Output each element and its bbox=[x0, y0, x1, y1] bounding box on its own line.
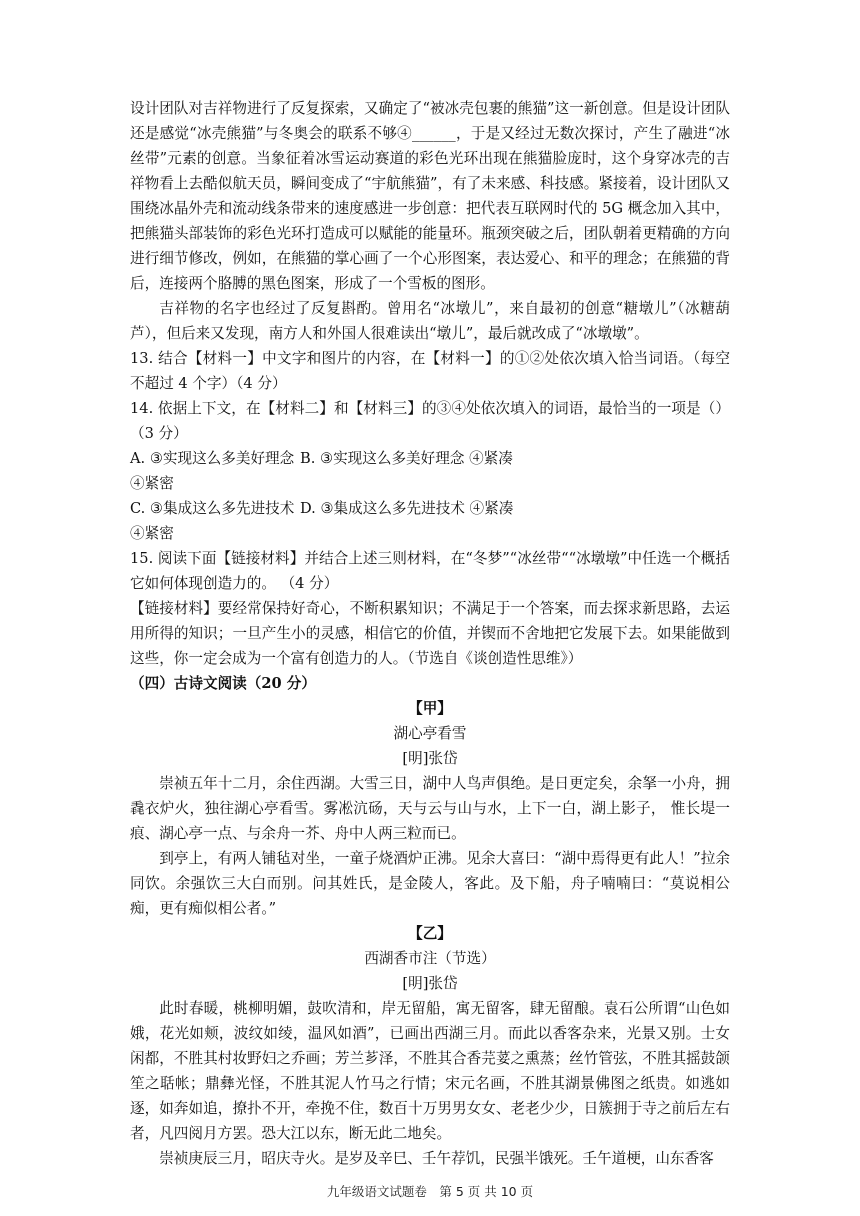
page-footer: 九年级语文试题卷 第 5 页 共 10 页 bbox=[326, 1184, 534, 1199]
material-paragraph: 吉祥物的名字也经过了反复斟酌。曾用名“冰墩儿”，来自最初的创意“糖墩儿”（冰糖葫芦），但后来又发现，南方人和外国人很难读出“墩儿”，最后就改成了“冰墩墩”。 bbox=[130, 300, 730, 342]
text-yi-paragraph: 崇祯庚辰三月，昭庆寺火。是岁及辛巳、壬午荐饥，民强半饿死。壬午道梗，山东香客 bbox=[159, 1150, 714, 1167]
text-jia-paragraph: 崇祯五年十二月，余住西湖。大雪三日，湖中人鸟声俱绝。是日更定矣，余拏一小舟，拥毳衣炉火，独往湖心亭看雪。雾凇沆砀，天与云与山与水，上下一白，湖上影子， 惟长堤一痕、湖心亭一点、与余舟一芥、舟中人两三粒而已。 bbox=[130, 775, 730, 842]
text-jia-author: [明]张岱 bbox=[402, 750, 458, 767]
exam-page-content bbox=[130, 96, 730, 1171]
option-a: A. ③实现这么多美好理念 ④紧密 bbox=[130, 450, 295, 492]
option-d: D. ③集成这么多先进技术 ④紧凑 bbox=[300, 500, 514, 517]
material-paragraph: 设计团队对吉祥物进行了反复探索，又确定了“被冰壳包裹的熊猫”这一新创意。但是设计团队还是感觉“冰壳熊猫”与冬奥会的联系不够④______，于是又经过无数次探讨，产生了融进“冰丝带”元素的创意。当象征着冰雪运动赛道的彩色光环出现在熊猫脸庞时，这个身穿冰壳的吉祥物看上去酷似航天员，瞬间变成了“宇航熊猫”，有了未来感、科技感。紧接着，设计团队又围绕冰晶外壳和流动线条带来的速度感进一步创意：把代表互联网时代的 5G 概念加入其中，把熊猫头部装饰的彩色光环打造成可以赋能的能量环。瓶颈突破之后，团队朝着更精确的方向进行细节修改，例如，在熊猫的掌心画了一个心形图案，表达爱心、和平的理念；在熊猫的背后，连接两个胳膊的黑色图案，形成了一个雪板的图形。 bbox=[130, 100, 730, 292]
text-yi-paragraph: 此时春暖，桃柳明媚，鼓吹清和，岸无留船，寓无留客，肆无留酿。袁石公所谓“山色如娥，花光如颊，波纹如绫，温风如酒”，已画出西湖三月。而此以香客杂来，光景又别。士女闲都，不胜其村妆野妇之乔画；芳兰芗泽，不胜其合香芫荽之熏蒸；丝竹管弦，不胜其摇鼓颌笙之聒帐；鼎彝光怪，不胜其泥人竹马之行情；宋元名画，不胜其湖景佛图之纸贵。如逃如逐，如奔如追，撩扑不开，牵挽不住，数百十万男男女女、老老少少，日簇拥于寺之前后左右者，凡四阅月方罢。恐大江以东，断无此二地矣。 bbox=[130, 1000, 730, 1142]
section-heading: （四）古诗文阅读（20 分） bbox=[130, 675, 316, 692]
text-yi-tag: 【乙】 bbox=[408, 925, 452, 942]
option-b: B. ③实现这么多美好理念 ④紧凑 bbox=[300, 450, 513, 467]
text-jia-title: 湖心亭看雪 bbox=[393, 725, 467, 742]
link-material: 【链接材料】要经常保持好奇心，不断积累知识；不满足于一个答案，而去探求新思路，去运用所得的知识；一旦产生小的灵感，相信它的价值，并锲而不舍地把它发展下去。如果能做到这些，你一定会成为一个富有创造力的人。（节选自《谈创造性思维》） bbox=[130, 600, 730, 667]
text-jia-tag: 【甲】 bbox=[408, 700, 452, 717]
question-14: 14. 依据上下文，在【材料二】和【材料三】的③④处依次填入的词语，最恰当的一项是（）（3 分） bbox=[130, 400, 730, 442]
question-14-options bbox=[130, 446, 730, 546]
text-yi-author: [明]张岱 bbox=[402, 975, 458, 992]
text-yi-title: 西湖香市注（节选） bbox=[364, 950, 496, 967]
question-15: 15. 阅读下面【链接材料】并结合上述三则材料，在“冬梦”“冰丝带““冰墩墩”中任选一个概括它如何体现创造力的。 （4 分） bbox=[130, 550, 730, 592]
option-c: C. ③集成这么多先进技术 ④紧密 bbox=[130, 500, 295, 542]
text-jia-paragraph: 到亭上，有两人铺毡对坐，一童子烧酒炉正沸。见余大喜曰：“湖中焉得更有此人！”拉余同饮。余强饮三大白而别。问其姓氏，是金陵人，客此。及下船，舟子喃喃曰：“莫说相公痴，更有痴似相公者。” bbox=[130, 850, 730, 917]
question-13: 13. 结合【材料一】中文字和图片的内容，在【材料一】的①②处依次填入恰当词语。（每空不超过 4 个字）（4 分） bbox=[130, 350, 730, 392]
